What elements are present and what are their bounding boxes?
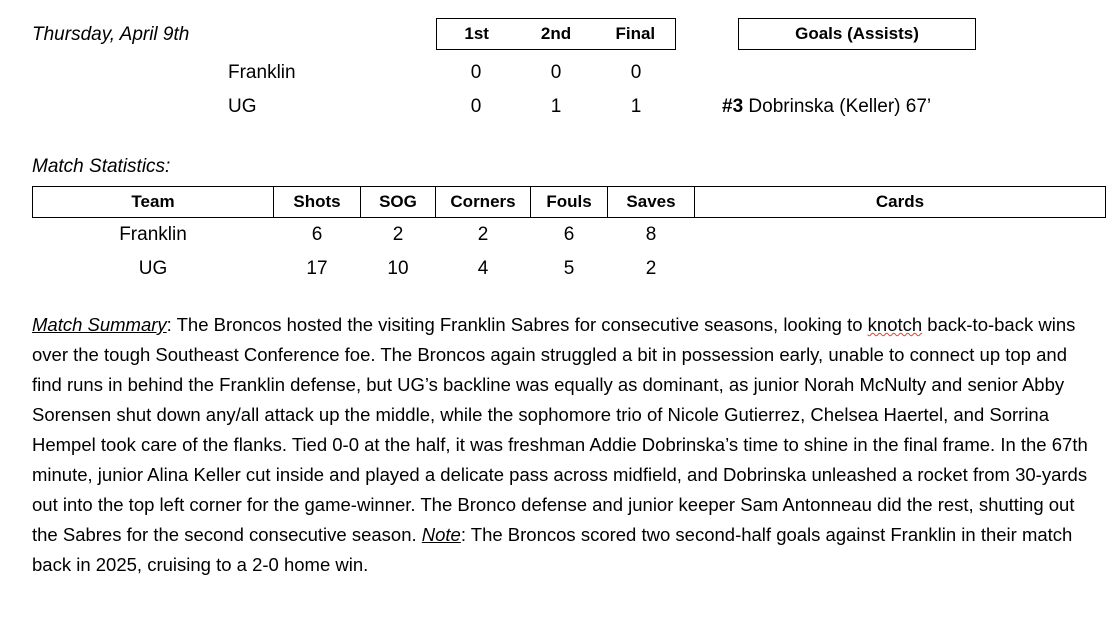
stats-franklin-cards — [695, 218, 1106, 253]
ug-goal-text: Dobrinska (Keller) 67’ — [748, 96, 932, 117]
match-statistics-table — [32, 186, 1106, 286]
match-summary-part2: back-to-back wins over the tough Southeast Conference foe. The Broncos again struggled a bit in possession early, unable to connect up top and find runs in behind the Franklin defense, but UG’s backline was equally as dominant, as junior Norah McNulty and senior Abby Sorensen shut down any/all attack up the middle, while the sophomore trio of Nicole Gutierrez, Chelsea Haertel, and Sorrina Hempel took care of the flanks. Tied 0-0 at the half, it was freshman Addie Dobrinska’s time to shine in the final frame. In the 67th minute, junior Alina Keller cut inside and played a delicate pass across midfield, and Dobrinska unleashed a rocket from 30-yards out into the top left corner for the game-winner. The Bronco defense and junior keeper Sam Antonneau did the rest, shutting out the Sabres for the second consecutive season. — [32, 314, 1088, 545]
stats-franklin-shots: 6 — [311, 224, 323, 245]
franklin-first-half: 0 — [470, 62, 482, 83]
team-name-franklin: Franklin — [228, 62, 296, 83]
period-header-2nd: 2nd — [540, 24, 572, 43]
column-header-team: Team — [33, 187, 274, 218]
stats-franklin-fouls: 6 — [563, 224, 575, 245]
match-summary-paragraph — [32, 310, 1100, 580]
column-header-corners: Corners — [436, 187, 531, 218]
match-summary-part3: : The Broncos scored two second-half goals against Franklin in their match back in 2025, cruising to a 2-0 home win. — [32, 523, 1073, 575]
table-row — [33, 252, 1106, 286]
period-header-box — [436, 18, 676, 50]
match-summary-part1: : The Broncos hosted the visiting Franklin Sabres for consecutive seasons, looking to — [166, 314, 868, 335]
ug-first-half: 0 — [470, 96, 482, 117]
table-row — [33, 218, 1106, 253]
column-header-cards: Cards — [695, 187, 1106, 218]
scoreline-section — [32, 14, 1098, 134]
stats-franklin-sog: 2 — [392, 224, 404, 245]
stats-franklin-team: Franklin — [119, 224, 187, 245]
column-header-shots: Shots — [274, 187, 361, 218]
scoreline-row-ug — [32, 92, 1098, 126]
column-header-fouls: Fouls — [531, 187, 608, 218]
note-label: Note — [421, 523, 461, 545]
goals-assists-header: Goals (Assists) — [738, 18, 976, 50]
team-name-ug: UG — [228, 96, 257, 117]
franklin-second-half: 0 — [550, 62, 562, 83]
score-cells-franklin — [436, 58, 676, 88]
stats-ug-shots: 17 — [306, 258, 328, 279]
match-summary-label: Match Summary — [32, 314, 167, 335]
column-header-saves: Saves — [608, 187, 695, 218]
ug-goal-jersey: #3 — [722, 96, 744, 117]
period-header-1st: 1st — [464, 24, 489, 43]
stats-franklin-saves: 8 — [645, 224, 657, 245]
ug-second-half: 1 — [550, 96, 562, 117]
score-cells-ug — [436, 92, 676, 122]
scoreline-row-franklin — [32, 58, 1098, 92]
franklin-final: 0 — [630, 62, 642, 83]
stats-ug-corners: 4 — [477, 258, 489, 279]
misspelled-word: knotch — [867, 314, 923, 335]
stats-ug-cards — [695, 252, 1106, 286]
ug-goal-detail — [722, 92, 931, 122]
stats-ug-fouls: 5 — [563, 258, 575, 279]
stats-ug-sog: 10 — [387, 258, 409, 279]
stats-franklin-corners: 2 — [477, 224, 489, 245]
table-header-row — [33, 187, 1106, 218]
ug-final: 1 — [630, 96, 642, 117]
period-header-final: Final — [615, 24, 656, 43]
stats-ug-saves: 2 — [645, 258, 657, 279]
stats-ug-team: UG — [138, 258, 168, 279]
match-date: Thursday, April 9th — [32, 24, 190, 45]
column-header-sog: SOG — [361, 187, 436, 218]
match-statistics-title: Match Statistics: — [32, 156, 171, 177]
